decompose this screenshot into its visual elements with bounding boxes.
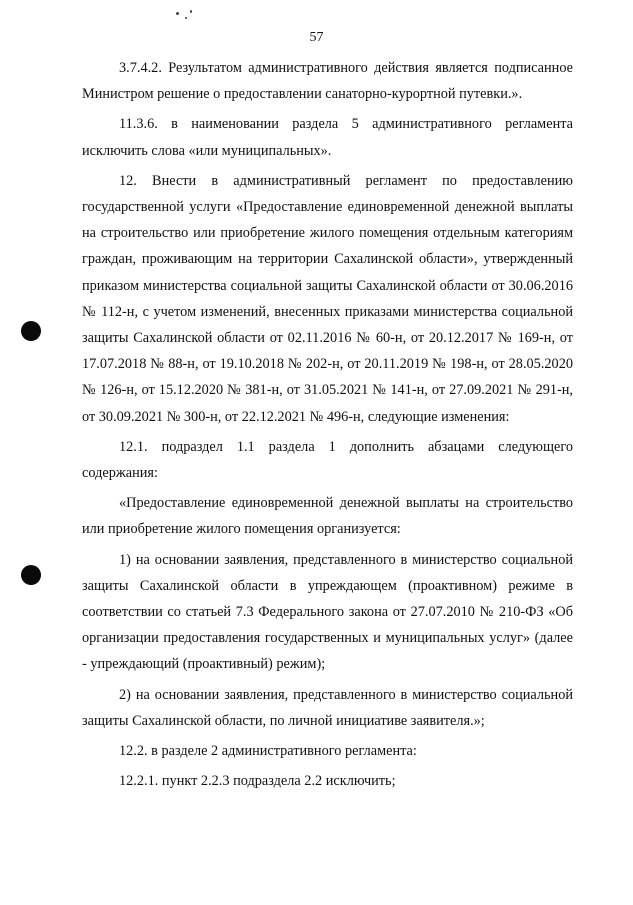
punch-hole	[21, 565, 41, 585]
paragraph-12-2-1: 12.2.1. пункт 2.2.3 подраздела 2.2 исключить;	[119, 773, 396, 790]
scan-speck	[185, 17, 187, 19]
scan-speck	[190, 10, 192, 13]
document-body	[82, 55, 573, 794]
paragraph-12-2: 12.2. в разделе 2 административного регламента:	[119, 743, 417, 760]
list-item-2: 2) на основании заявления, представленного в министерство социальной защиты Сахалинской области, по личной инициативе заявителя.»;	[82, 686, 573, 729]
paragraph-quote-intro: «Предоставление единовременной денежной выплаты на строительство или приобретение жилого помещения организуется:	[82, 495, 573, 538]
scan-speck	[176, 12, 179, 15]
page-number: 57	[309, 30, 324, 45]
punch-hole	[21, 321, 41, 341]
paragraph-11-3-6: 11.3.6. в наименовании раздела 5 административного регламента исключить слова «или муниципальных».	[82, 116, 573, 159]
list-item-1: 1) на основании заявления, представленного в министерство социальной защиты Сахалинской области в упреждающем (проактивном) режиме в соответствии со статьей 7.3 Федерального закона от 27.07.2010 № 210-ФЗ «Об организации предоставления государственных и муниципальных услуг» (далее - упреждающий (проактивный) режим);	[82, 551, 573, 673]
paragraph-3-7-4-2: 3.7.4.2. Результатом административного действия является подписанное Министром решение о предоставлении санаторно-курортной путевки.».	[82, 60, 573, 103]
paragraph-12-1: 12.1. подраздел 1.1 раздела 1 дополнить абзацами следующего содержания:	[82, 438, 573, 482]
paragraph-12: 12. Внести в административный регламент по предоставлению государственной услуги «Предоставление единовременной денежной выплаты на строительство или приобретение жилого помещения отдельным категориям граждан, проживающим на территории Сахалинской области», утвержденный приказом министерства социальной защиты Сахалинской области от 30.06.2016 № 112-н, с учетом изменений, внесенных приказами министерства социальной защиты Сахалинской области от 02.11.2016 № 60-н, от 20.12.2017 № 169-н, от 17.07.2018 № 88-н, от 19.10.2018 № 202-н, от 20.11.2019 № 198-н, от 28.05.2020 № 126-н, от 15.12.2020 № 381-н, от 31.05.2021 № 141-н, от 27.09.2021 № 291-н, от 30.09.2021 № 300-н, от 22.12.2021 № 496-н, следующие изменения:	[82, 172, 573, 425]
